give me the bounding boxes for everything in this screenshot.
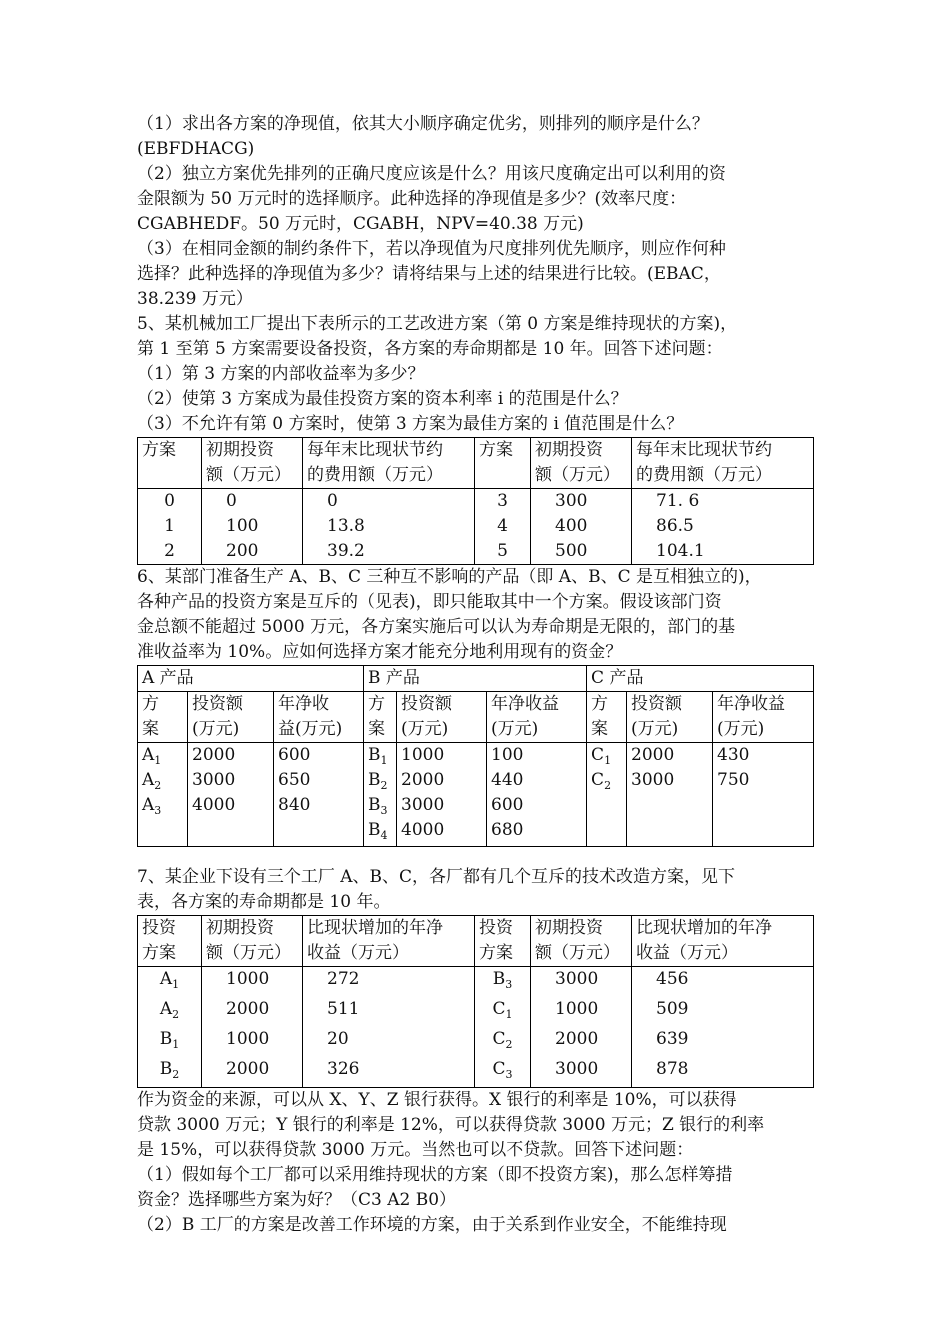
text-line: 表，各方案的寿命期都是 10 年。 <box>137 892 391 912</box>
table-cell: 3000 <box>531 967 632 998</box>
text-line: 金总额不能超过 5000 万元，各方案实施后可以认为寿命期是无限的，部门的基 <box>137 617 736 637</box>
question-6 <box>137 565 813 665</box>
header-cell: 投资额 (万元) <box>397 692 487 743</box>
header-cell: 方案 <box>138 438 202 489</box>
text-line: 各种产品的投资方案是互斥的（见表)，即只能取其中一个方案。假设该部门资 <box>137 592 722 612</box>
table-cell: 3000 <box>401 795 445 815</box>
table-cell: 639 <box>632 1027 814 1057</box>
text-line: （1）假如每个工厂都可以采用维持现状的方案（即不投资方案)，那么怎样筹措 <box>137 1165 733 1185</box>
table-cell: 878 <box>632 1057 814 1088</box>
table-cell: 1 <box>138 514 202 539</box>
table-cell: 3000 <box>631 770 675 790</box>
invest-column <box>397 743 487 847</box>
table-cell: 4000 <box>192 795 236 815</box>
text-line: CGABHEDF。50 万元时，CGABH，NPV=40.38 万元) <box>137 214 584 234</box>
table-cell: 440 <box>491 770 524 790</box>
text-line: 是 15%，可以获得贷款 3000 万元。当然也可以不贷款。回答下述问题： <box>137 1140 694 1160</box>
plan-code: $A_1$ <box>142 745 162 767</box>
text-line: 作为资金的来源，可以从 X、Y、Z 银行获得。X 银行的利率是 10%，可以获得 <box>137 1090 737 1110</box>
table-row <box>138 539 814 565</box>
product-title-row <box>138 666 814 692</box>
table-cell: 650 <box>278 770 311 790</box>
text-line: (EBFDHACG) <box>137 139 255 159</box>
table-cell: 200 <box>202 539 303 565</box>
q7-table <box>137 915 814 1088</box>
table-cell: 326 <box>303 1057 475 1088</box>
table-cell: $B_2$ <box>138 1057 202 1088</box>
text-line: （1）求出各方案的净现值，依其大小顺序确定优劣，则排列的顺序是什么？ <box>137 114 709 134</box>
table-cell: 100 <box>491 745 524 765</box>
header-cell: 比现状增加的年净 收益（万元） <box>303 916 475 967</box>
table-cell: 100 <box>202 514 303 539</box>
header-cell: 年净收益 (万元) <box>487 692 587 743</box>
table-cell: 500 <box>531 539 632 565</box>
text-line: 准收益率为 10%。应如何选择方案才能充分地利用现有的资金？ <box>137 642 623 662</box>
table-cell: 2000 <box>202 1057 303 1088</box>
invest-column <box>627 743 713 847</box>
invest-column <box>188 743 274 847</box>
table-cell: 5 <box>475 539 531 565</box>
header-cell: 初期投资 额（万元） <box>531 916 632 967</box>
plan-column <box>587 743 627 847</box>
question-5 <box>137 312 813 437</box>
table-row <box>138 967 814 998</box>
plan-code: $C_2$ <box>591 770 612 792</box>
plan-code: $B_2$ <box>368 770 388 792</box>
table-cell: 20 <box>303 1027 475 1057</box>
table-cell: 1000 <box>531 997 632 1027</box>
table-cell: 1000 <box>202 1027 303 1057</box>
table-cell: 104.1 <box>632 539 814 565</box>
table-cell: $C_1$ <box>475 997 531 1027</box>
question-7 <box>137 865 813 915</box>
table-header-row <box>138 438 814 489</box>
table-cell: 2000 <box>202 997 303 1027</box>
header-cell: 每年末比现状节约 的费用额（万元） <box>303 438 475 489</box>
table-cell: 430 <box>717 745 750 765</box>
table-cell: 456 <box>632 967 814 998</box>
text-line: 第 1 至第 5 方案需要设备投资，各方案的寿命期都是 10 年。回答下述问题： <box>137 339 723 359</box>
table-header-row <box>138 692 814 743</box>
q6-table <box>137 665 814 847</box>
text-line: （1）第 3 方案的内部收益率为多少？ <box>137 364 425 384</box>
table-cell: 2000 <box>631 745 675 765</box>
table-cell: 0 <box>202 489 303 515</box>
text-line: （3）在相同金额的制约条件下，若以净现值为尺度排列优先顺序，则应作何种 <box>137 239 726 259</box>
table-cell: 840 <box>278 795 311 815</box>
plan-code: $B_1$ <box>368 745 388 767</box>
text-line: （2）独立方案优先排列的正确尺度应该是什么？用该尺度确定出可以利用的资 <box>137 164 726 184</box>
header-cell: 方案 <box>475 438 531 489</box>
table-cell: 3 <box>475 489 531 515</box>
plan-code: $C_1$ <box>591 745 612 767</box>
table-cell: 0 <box>138 489 202 515</box>
text-line: （2）B 工厂的方案是改善工作环境的方案，由于关系到作业安全，不能维持现 <box>137 1215 727 1235</box>
table-cell: 1000 <box>202 967 303 998</box>
table-cell: 600 <box>491 795 524 815</box>
text-line: 6、某部门准备生产 A、B、C 三种互不影响的产品（即 A、B、C 是互相独立的)， <box>137 567 762 587</box>
table-row <box>138 1057 814 1088</box>
table-cell: 600 <box>278 745 311 765</box>
text-line: （3）不允许有第 0 方案时，使第 3 方案为最佳方案的 i 值范围是什么？ <box>137 414 684 434</box>
table-cell: 0 <box>303 489 475 515</box>
table-cell: $B_3$ <box>475 967 531 998</box>
table-cell: 750 <box>717 770 750 790</box>
table-cell: 3000 <box>531 1057 632 1088</box>
table-cell: 680 <box>491 820 524 840</box>
header-cell: 初期投资 额（万元） <box>202 916 303 967</box>
header-cell: 每年末比现状节约 的费用额（万元） <box>632 438 814 489</box>
table-cell: 2 <box>138 539 202 565</box>
table-cell: 86.5 <box>632 514 814 539</box>
header-cell: 投资额 (万元) <box>188 692 274 743</box>
table-cell: $C_2$ <box>475 1027 531 1057</box>
plan-code: $A_2$ <box>142 770 162 792</box>
header-cell: 年净收益 (万元) <box>713 692 814 743</box>
text-line: 选择？此种选择的净现值为多少？请将结果与上述的结果进行比较。(EBAC， <box>137 264 721 284</box>
text-line: 资金？选择哪些方案为好？（C3 A2 B0） <box>137 1190 457 1210</box>
table-cell: 13.8 <box>303 514 475 539</box>
intro-questions <box>137 112 813 312</box>
income-column <box>713 743 814 847</box>
table-cell: 3000 <box>192 770 236 790</box>
table-cell: 272 <box>303 967 475 998</box>
plan-column <box>138 743 188 847</box>
table-cell: 71. 6 <box>632 489 814 515</box>
table-cell: 2000 <box>531 1027 632 1057</box>
table-cell: 4000 <box>401 820 445 840</box>
header-cell: 方 案 <box>364 692 397 743</box>
table-row <box>138 514 814 539</box>
plan-column <box>364 743 397 847</box>
text-line: 5、某机械加工厂提出下表所示的工艺改进方案（第 0 方案是维持现状的方案)， <box>137 314 738 334</box>
q5-table <box>137 437 814 565</box>
table-row <box>138 489 814 515</box>
text-line: 38.239 万元） <box>137 289 253 309</box>
table-cell: 2000 <box>401 770 445 790</box>
table-cell: 400 <box>531 514 632 539</box>
document-page <box>137 112 813 1238</box>
table-row <box>138 997 814 1027</box>
text-line: 7、某企业下设有三个工厂 A、B、C，各厂都有几个互斥的技术改造方案，见下 <box>137 867 735 887</box>
product-title: A 产品 <box>138 666 364 692</box>
text-line: 贷款 3000 万元；Y 银行的利率是 12%，可以获得贷款 3000 万元；Z 银行的利率 <box>137 1115 765 1135</box>
header-cell: 方 案 <box>587 692 627 743</box>
product-title: B 产品 <box>364 666 587 692</box>
table-cell: 39.2 <box>303 539 475 565</box>
plan-code: $A_3$ <box>142 795 162 817</box>
income-column <box>274 743 364 847</box>
header-cell: 方 案 <box>138 692 188 743</box>
plan-code: $B_3$ <box>368 795 388 817</box>
table-body-row <box>138 743 814 847</box>
table-cell: 300 <box>531 489 632 515</box>
table-row <box>138 1027 814 1057</box>
table-cell: 2000 <box>192 745 236 765</box>
header-cell: 比现状增加的年净 收益（万元） <box>632 916 814 967</box>
text-line: （2）使第 3 方案成为最佳投资方案的资本利率 i 的范围是什么？ <box>137 389 628 409</box>
income-column <box>487 743 587 847</box>
table-cell: 509 <box>632 997 814 1027</box>
plan-code: $B_4$ <box>368 820 388 842</box>
header-cell: 初期投资 额（万元） <box>531 438 632 489</box>
table-cell: $A_1$ <box>138 967 202 998</box>
header-cell: 年净收 益(万元) <box>274 692 364 743</box>
question-7-followup <box>137 1088 813 1238</box>
table-header-row <box>138 916 814 967</box>
table-cell: $C_3$ <box>475 1057 531 1088</box>
spacer <box>137 847 813 865</box>
header-cell: 投资 方案 <box>475 916 531 967</box>
table-cell: 511 <box>303 997 475 1027</box>
text-line: 金限额为 50 万元时的选择顺序。此种选择的净现值是多少？(效率尺度： <box>137 189 687 209</box>
header-cell: 投资额 (万元) <box>627 692 713 743</box>
header-cell: 投资 方案 <box>138 916 202 967</box>
table-cell: 1000 <box>401 745 445 765</box>
header-cell: 初期投资 额（万元） <box>202 438 303 489</box>
table-cell: $B_1$ <box>138 1027 202 1057</box>
table-cell: 4 <box>475 514 531 539</box>
product-title: C 产品 <box>587 666 814 692</box>
table-cell: $A_2$ <box>138 997 202 1027</box>
